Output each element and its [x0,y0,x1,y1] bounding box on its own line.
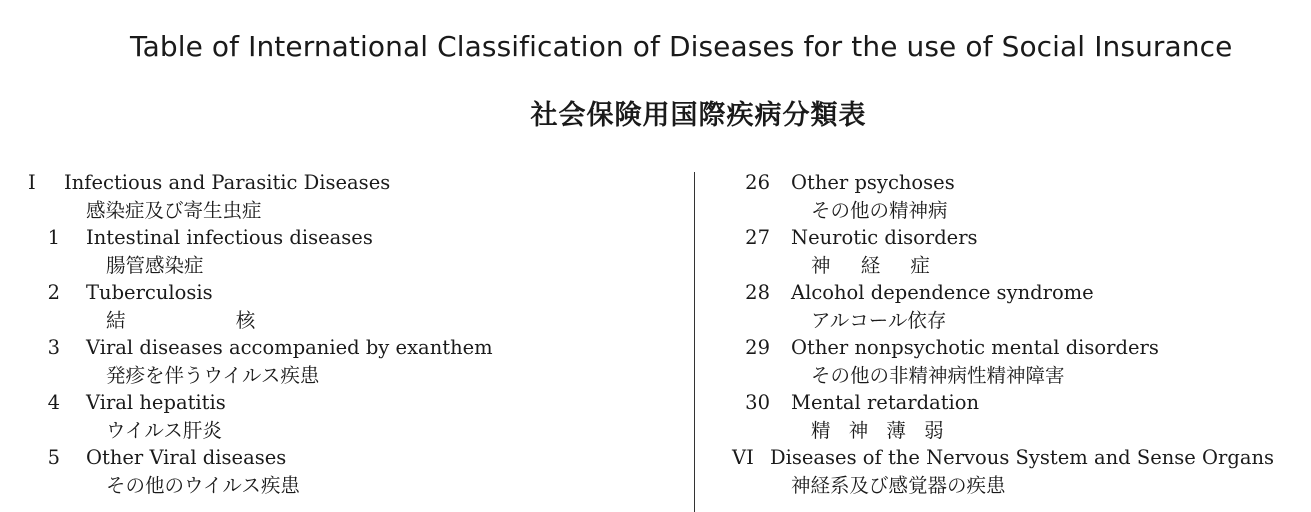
item-title-en: Viral diseases accompanied by exanthem [86,336,493,359]
item-title-jp: 発疹を伴うウイルス疾患 [106,363,320,387]
right-column [700,169,1311,499]
item-title-en: Tuberculosis [86,281,213,304]
item-number: 30 [745,391,770,414]
item-number: 26 [745,171,770,194]
item-number: 1 [47,226,60,249]
item-title-jp: アルコール依存 [811,308,947,332]
item-title-jp: その他の精神病 [811,198,948,222]
list-item-jp [700,417,1311,445]
list-item-jp [0,252,690,280]
item-title-en: Other psychoses [791,171,955,194]
item-title-jp: 腸管感染症 [106,253,204,277]
section-heading-row [0,169,690,197]
column-divider [694,172,695,512]
section-heading-row [700,444,1311,472]
list-item-jp [0,307,690,335]
item-title-jp: その他の非精神病性精神障害 [811,363,1065,387]
list-item-jp [700,362,1311,390]
list-item [0,334,690,362]
list-item-jp [0,417,690,445]
list-item-jp [0,362,690,390]
item-number: 27 [745,226,770,249]
item-title-en: Alcohol dependence syndrome [791,281,1094,304]
section-title-jp-row [700,472,1311,500]
item-title-en: Intestinal infectious diseases [86,226,373,249]
item-title-jp: ウイルス肝炎 [106,418,222,442]
item-number: 28 [745,281,770,304]
section-title-en: Infectious and Parasitic Diseases [64,171,391,194]
item-title-jp: その他のウイルス疾患 [106,473,300,497]
page-title-japanese: 社会保険用国際疾病分類表 [530,100,867,131]
page-title-english: Table of International Classification of Diseases for the use of Social Insurance [130,30,1233,63]
item-title-jp: 結 核 [106,308,308,332]
list-item-jp [700,252,1311,280]
item-title-en: Mental retardation [791,391,980,414]
left-column [0,169,690,499]
section-numeral: I [28,171,36,194]
item-number: 29 [745,336,770,359]
list-item [700,334,1311,362]
item-number: 5 [47,446,60,469]
list-item-jp [0,472,690,500]
list-item-jp [700,197,1311,225]
list-item [700,279,1311,307]
item-title-en: Neurotic disorders [791,226,978,249]
item-title-en: Viral hepatitis [86,391,226,414]
item-number: 2 [47,281,60,304]
item-title-en: Other nonpsychotic mental disorders [791,336,1159,359]
list-item [0,224,690,252]
item-title-jp: 神 経 症 [811,253,942,277]
item-title-jp: 精 神 薄 弱 [811,418,950,442]
list-item [700,389,1311,417]
list-item [700,224,1311,252]
item-number: 4 [47,391,60,414]
section-title-jp: 感染症及び寄生虫症 [86,198,262,222]
list-item [0,444,690,472]
section-title-jp-row [0,197,690,225]
section-title-en: Diseases of the Nervous System and Sense Organs [770,446,1275,469]
list-item [0,389,690,417]
list-item [700,169,1311,197]
item-number: 3 [47,336,60,359]
item-title-en: Other Viral diseases [86,446,287,469]
section-numeral: VI [732,446,754,469]
list-item [0,279,690,307]
list-item-jp [700,307,1311,335]
section-title-jp: 神経系及び感覚器の疾患 [791,473,1006,497]
